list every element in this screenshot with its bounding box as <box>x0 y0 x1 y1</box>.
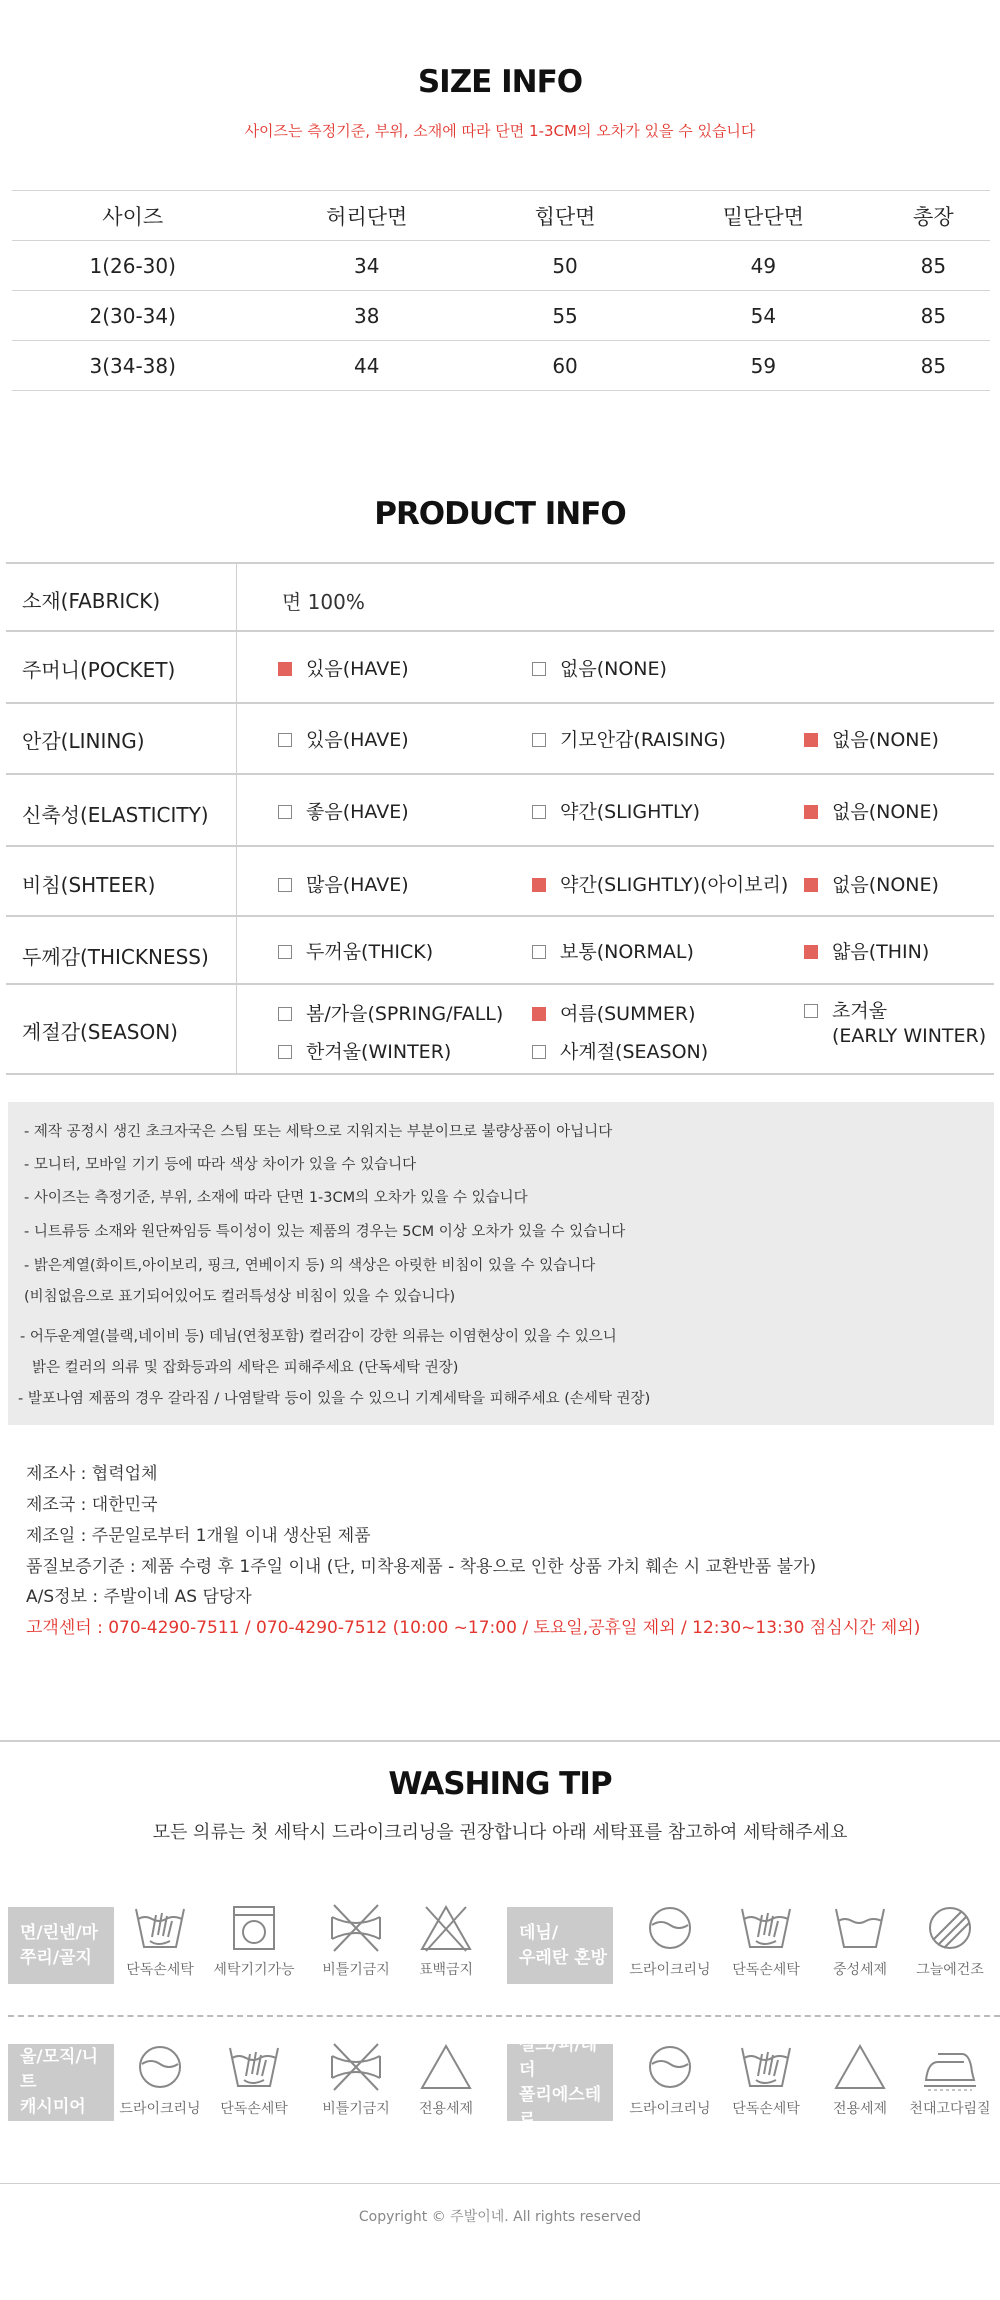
no-wring-icon <box>328 2042 384 2092</box>
product-row-elasticity <box>6 775 994 847</box>
unchecked-box-icon <box>278 733 292 747</box>
washing-tip-subtitle: 모든 의류는 첫 세탁시 드라이크리닝을 권장합니다 아래 세탁표를 참고하여 세탁해주세요 <box>152 1822 848 1843</box>
footer-divider <box>0 2183 1000 2184</box>
size-cell: 60 <box>480 341 650 391</box>
product-row-sheer <box>6 847 994 917</box>
notice-box <box>8 1102 994 1425</box>
washing-item: 드라이크리닝 <box>110 2042 210 2118</box>
option-season-summer: 여름(SUMMER) <box>532 999 696 1026</box>
product-row-thickness <box>6 917 994 985</box>
washing-item: 천대고다림질 <box>900 2042 1000 2118</box>
size-info-title: SIZE INFO <box>417 64 583 100</box>
washing-category: 데님/ 우레탄 혼방 <box>507 1907 613 1984</box>
product-row-lining <box>6 704 994 775</box>
no-wring-icon <box>328 1903 384 1953</box>
washing-item: 단독손세탁 <box>204 2042 304 2118</box>
shade-dry-icon <box>922 1903 978 1953</box>
product-row-label: 계절감(SEASON) <box>22 1020 178 1044</box>
product-row-label: 안감(LINING) <box>22 729 145 753</box>
washing-item: 전용세제 <box>396 2042 496 2118</box>
notice-line: - 사이즈는 측정기준, 부위, 소재에 따라 단면 1-3CM의 오차가 있을 수 있습니다 <box>24 1190 528 1206</box>
dry-clean-icon <box>642 1903 698 1953</box>
table-row <box>12 241 990 291</box>
table-row <box>12 291 990 341</box>
size-header-cell: 총장 <box>877 191 990 241</box>
washing-item: 전용세제 <box>810 2042 910 2118</box>
table-row <box>12 341 990 391</box>
product-info-title: PRODUCT INFO <box>374 496 626 532</box>
size-header-cell: 힙단면 <box>480 191 650 241</box>
size-cell: 85 <box>877 241 990 291</box>
date-text: 제조일 : 주문일로부터 1개월 이내 생산된 제품 <box>26 1526 371 1546</box>
washing-item: 단독손세탁 <box>716 2042 816 2118</box>
unchecked-box-icon <box>532 945 546 959</box>
size-cell: 44 <box>253 341 480 391</box>
copyright-text: Copyright © 주발이네. All rights reserved <box>358 2209 642 2225</box>
checked-box-icon <box>532 1007 546 1021</box>
checked-box-icon <box>804 805 818 819</box>
checked-box-icon <box>804 878 818 892</box>
unchecked-box-icon <box>532 805 546 819</box>
washing-item: 단독손세탁 <box>716 1903 816 1979</box>
washing-item: 단독손세탁 <box>110 1903 210 1979</box>
option-sheer-slightly: 약간(SLIGHTLY)(아이보리) <box>532 870 788 897</box>
hand-wash-icon <box>226 2042 282 2092</box>
washing-item: 드라이크리닝 <box>620 2042 720 2118</box>
size-cell: 85 <box>877 291 990 341</box>
option-thickness-thin: 얇음(THIN) <box>804 937 929 964</box>
option-sheer-have: 많음(HAVE) <box>278 870 409 897</box>
option-lining-none: 없음(NONE) <box>804 725 939 752</box>
washing-item: 중성세제 <box>810 1903 910 1979</box>
washing-item: 드라이크리닝 <box>620 1903 720 1979</box>
option-sheer-none: 없음(NONE) <box>804 870 939 897</box>
size-cell: 34 <box>253 241 480 291</box>
product-row-label: 신축성(ELASTICITY) <box>22 803 209 827</box>
notice-line: - 밝은계열(화이트,아이보리, 핑크, 연베이지 등) 의 색상은 아릿한 비침이 있을 수 있습니다 <box>24 1258 596 1274</box>
size-cell: 54 <box>650 291 877 341</box>
size-table-header <box>12 191 990 241</box>
size-cell: 59 <box>650 341 877 391</box>
fabric-value: 면 100% <box>282 590 365 614</box>
unchecked-box-icon <box>532 1045 546 1059</box>
unchecked-box-icon <box>278 878 292 892</box>
unchecked-box-icon <box>532 733 546 747</box>
unchecked-box-icon <box>532 662 546 676</box>
checked-box-icon <box>278 662 292 676</box>
size-cell: 50 <box>480 241 650 291</box>
washing-machine-icon <box>226 1903 282 1953</box>
dry-clean-icon <box>132 2042 188 2092</box>
notice-line: (비침없음으로 표기되어있어도 컬러특성상 비침이 있을 수 있습니다) <box>24 1289 456 1305</box>
size-table <box>12 190 990 391</box>
size-header-cell: 허리단면 <box>253 191 480 241</box>
neutral-detergent-icon <box>832 1903 888 1953</box>
unchecked-box-icon <box>278 1007 292 1021</box>
option-elasticity-none: 없음(NONE) <box>804 797 939 824</box>
hand-wash-icon <box>132 1903 188 1953</box>
unchecked-box-icon <box>804 1004 818 1018</box>
maker-text: 제조사 : 협력업체 <box>26 1464 158 1484</box>
option-thickness-thick: 두꺼움(THICK) <box>278 937 433 964</box>
unchecked-box-icon <box>278 945 292 959</box>
size-notice: 사이즈는 측정기준, 부위, 소재에 따라 단면 1-3CM의 오차가 있을 수 있습니다 <box>244 122 756 140</box>
washing-item: 비틀기금지 <box>306 2042 406 2118</box>
size-cell: 85 <box>877 341 990 391</box>
washing-item: 비틀기금지 <box>306 1903 406 1979</box>
size-cell: 38 <box>253 291 480 341</box>
option-pocket-have: 있음(HAVE) <box>278 654 409 681</box>
notice-line: - 발포나염 제품의 경우 갈라짐 / 나염탈락 등이 있을 수 있으니 기계세탁을 피해주세요 (손세탁 권장) <box>18 1391 651 1407</box>
washing-category: 면/린넨/마 쭈리/골지 <box>8 1907 114 1984</box>
checked-box-icon <box>532 878 546 892</box>
size-cell: 3(34-38) <box>12 341 253 391</box>
washing-divider <box>8 2015 1000 2017</box>
hand-wash-icon <box>738 1903 794 1953</box>
product-row-label: 소재(FABRICK) <box>22 589 161 613</box>
notice-line: - 제작 공정시 생긴 초크자국은 스팀 또는 세탁으로 지워지는 부분이므로 불량상품이 아닙니다 <box>24 1124 613 1140</box>
option-lining-have: 있음(HAVE) <box>278 725 409 752</box>
option-elasticity-have: 좋음(HAVE) <box>278 797 409 824</box>
option-thickness-normal: 보통(NORMAL) <box>532 937 694 964</box>
checked-box-icon <box>804 945 818 959</box>
washing-item: 그늘에건조 <box>900 1903 1000 1979</box>
product-row-label: 비침(SHTEER) <box>22 873 156 897</box>
country-text: 제조국 : 대한민국 <box>26 1495 158 1515</box>
unchecked-box-icon <box>278 805 292 819</box>
product-row-label: 주머니(POCKET) <box>22 658 176 682</box>
option-season-early-winter: 초겨울 (EARLY WINTER) <box>804 999 986 1049</box>
washing-tip-title: WASHING TIP <box>388 1766 612 1802</box>
size-cell: 55 <box>480 291 650 341</box>
special-detergent-icon <box>832 2042 888 2092</box>
washing-category: 울/모직/니트 캐시미어 <box>8 2044 114 2121</box>
product-row-season <box>6 985 994 1075</box>
washing-category: 실크/퍼/레더 폴리에스테르 <box>507 2044 613 2121</box>
section-divider <box>0 1740 1000 1742</box>
notice-line: 밝은 컬러의 의류 및 잡화등과의 세탁은 피해주세요 (단독세탁 권장) <box>32 1360 459 1376</box>
washing-item: 세탁기기가능 <box>204 1903 304 1979</box>
product-row-pocket <box>6 632 994 704</box>
hand-wash-icon <box>738 2042 794 2092</box>
no-bleach-icon <box>418 1903 474 1953</box>
product-info-table <box>6 562 994 1075</box>
notice-line: - 어두운계열(블랙,네이비 등) 데님(연청포함) 컬러감이 강한 의류는 이염현상이 있을 수 있으니 <box>20 1329 617 1345</box>
size-cell: 49 <box>650 241 877 291</box>
size-header-cell: 밑단단면 <box>650 191 877 241</box>
size-header-cell: 사이즈 <box>12 191 253 241</box>
dry-clean-icon <box>642 2042 698 2092</box>
checked-box-icon <box>804 733 818 747</box>
size-cell: 2(30-34) <box>12 291 253 341</box>
product-row-fabric <box>6 564 994 632</box>
option-lining-raising: 기모안감(RAISING) <box>532 725 726 752</box>
contact-text: 고객센터 : 070-4290-7511 / 070-4290-7512 (10:00 ~17:00 / 토요일,공휴일 제외 / 12:30~13:30 점심시간 제외) <box>26 1618 921 1638</box>
as-text: A/S정보 : 주발이네 AS 담당자 <box>26 1587 252 1607</box>
cloth-iron-icon <box>922 2042 978 2092</box>
option-season-all: 사계절(SEASON) <box>532 1037 708 1064</box>
size-cell: 1(26-30) <box>12 241 253 291</box>
washing-item: 표백금지 <box>396 1903 496 1979</box>
option-season-winter: 한겨울(WINTER) <box>278 1037 451 1064</box>
quality-text: 품질보증기준 : 제품 수령 후 1주일 이내 (단, 미착용제품 - 착용으로 인한 상품 가치 훼손 시 교환반품 불가) <box>26 1557 817 1577</box>
notice-line: - 모니터, 모바일 기기 등에 따라 색상 차이가 있을 수 있습니다 <box>24 1157 417 1173</box>
product-row-label: 두께감(THICKNESS) <box>22 945 209 969</box>
option-season-spring-fall: 봄/가을(SPRING/FALL) <box>278 999 503 1026</box>
option-pocket-none: 없음(NONE) <box>532 654 667 681</box>
option-elasticity-slightly: 약간(SLIGHTLY) <box>532 797 700 824</box>
special-detergent-icon <box>418 2042 474 2092</box>
notice-line: - 니트류등 소재와 원단짜임등 특이성이 있는 제품의 경우는 5CM 이상 오차가 있을 수 있습니다 <box>24 1224 626 1240</box>
unchecked-box-icon <box>278 1045 292 1059</box>
